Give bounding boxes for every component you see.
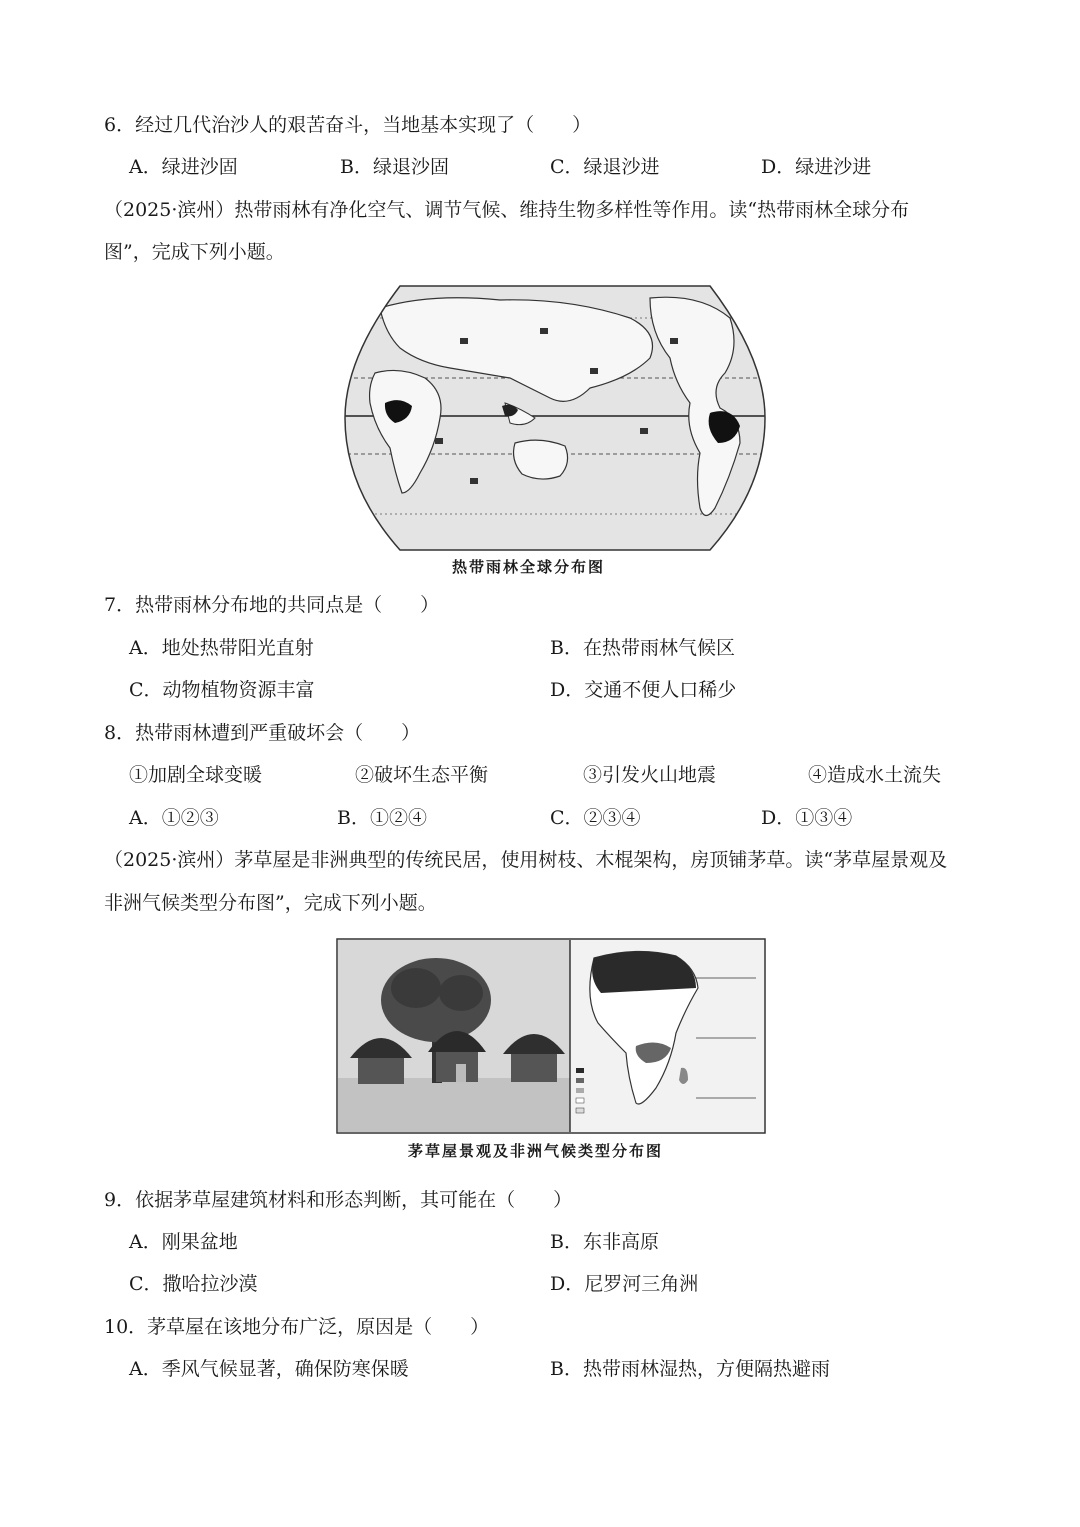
q8-option-c[interactable]: C．②③④ [550,807,641,829]
q7-option-a[interactable]: A．地处热带阳光直射 [129,637,314,659]
q10-option-b[interactable]: B．热带雨林湿热，方便隔热避雨 [550,1358,830,1380]
q8-item-2: ②破坏生态平衡 [355,764,489,786]
question-8-stem: 8．热带雨林遭到严重破坏会（ ） [104,722,421,744]
q8-option-a[interactable]: A．①②③ [129,807,219,829]
q7-option-c[interactable]: C．动物植物资源丰富 [129,679,315,701]
q6-option-c[interactable]: C．绿退沙进 [550,156,660,178]
q8-item-1: ①加剧全球变暖 [129,764,263,786]
world-map-caption: 热带雨林全球分布图 [452,558,606,576]
q9-option-a[interactable]: A．刚果盆地 [129,1231,238,1253]
q6-option-d[interactable]: D．绿进沙进 [761,156,872,178]
question-7-stem: 7．热带雨林分布地的共同点是（ ） [104,594,440,616]
q7-option-b[interactable]: B．在热带雨林气候区 [550,637,735,659]
q9-option-c[interactable]: C．撒哈拉沙漠 [129,1273,258,1295]
question-9-stem: 9．依据茅草屋建筑材料和形态判断，其可能在（ ） [104,1189,573,1211]
world-map-image [340,278,770,582]
intro-1-line-1: （2025·滨州）热带雨林有净化空气、调节气候、维持生物多样性等作用。读“热带雨林全球分布 [104,199,910,221]
intro-2-line-2: 非洲气候类型分布图”，完成下列小题。 [104,892,437,914]
q8-option-b[interactable]: B．①②④ [337,807,427,829]
intro-1-line-2: 图”，完成下列小题。 [104,241,285,263]
rainforest-world-map-figure [340,278,770,582]
q7-option-d[interactable]: D．交通不便人口稀少 [550,679,737,701]
hut-africa-climate-figure [336,938,766,1168]
q10-option-a[interactable]: A．季风气候显著，确保防寒保暖 [129,1358,409,1380]
q8-item-4: ④造成水土流失 [808,764,942,786]
q6-option-a[interactable]: A．绿进沙固 [129,156,238,178]
q8-item-3: ③引发火山地震 [583,764,717,786]
hut-landscape-and-africa-map-image [336,938,766,1134]
question-10-stem: 10．茅草屋在该地分布广泛，原因是（ ） [104,1316,490,1338]
q6-option-b[interactable]: B．绿退沙固 [340,156,449,178]
hut-figure-caption: 茅草屋景观及非洲气候类型分布图 [408,1142,664,1160]
q8-option-d[interactable]: D．①③④ [761,807,853,829]
intro-2-line-1: （2025·滨州）茅草屋是非洲典型的传统民居，使用树枝、木棍架构，房顶铺茅草。读“茅草屋景观及 [104,849,948,871]
q9-option-b[interactable]: B．东非高原 [550,1231,659,1253]
q9-option-d[interactable]: D．尼罗河三角洲 [550,1273,699,1295]
question-6-stem: 6．经过几代治沙人的艰苦奋斗，当地基本实现了（ ） [104,114,592,136]
